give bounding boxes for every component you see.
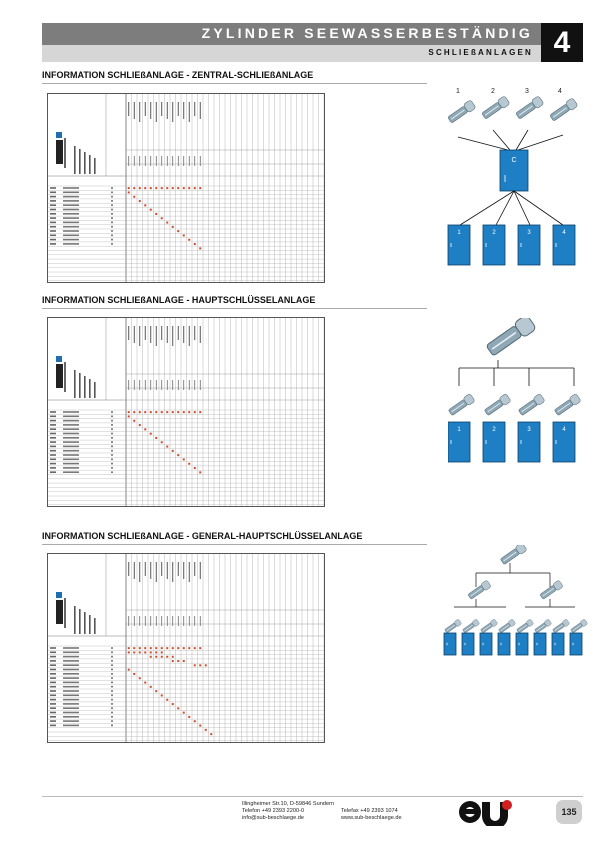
footer-phone: Telefon +49 2393 2200-0 — [242, 808, 305, 814]
key-icon — [485, 318, 537, 358]
key-icon — [516, 619, 534, 634]
locking-plan-chart-grand-master — [47, 553, 325, 743]
diagram-grand-master-key — [440, 545, 590, 660]
key-icon — [480, 619, 498, 634]
door-icon — [518, 422, 540, 462]
door-icon — [516, 633, 528, 655]
key-number: 1 — [456, 88, 460, 95]
footer-web[interactable]: www.sub-beschlaege.de — [341, 815, 402, 821]
key-icon — [549, 98, 578, 123]
key-icon — [554, 393, 582, 416]
key-icon — [515, 96, 544, 121]
door-icon — [448, 422, 470, 462]
header-title: ZYLINDER SEEWASSERBESTÄNDIG — [201, 25, 533, 41]
key-icon — [484, 393, 512, 416]
locking-plan-grid — [48, 94, 324, 282]
diagram-master-key — [448, 318, 588, 466]
key-icon — [552, 619, 570, 634]
door-icon — [553, 225, 575, 265]
key-icon — [539, 580, 563, 601]
section-rule — [42, 83, 427, 84]
key-icon — [498, 619, 516, 634]
door-icon — [480, 633, 492, 655]
page-number: 135 — [556, 800, 582, 824]
door-label-central: C — [511, 157, 517, 164]
svg-text:2: 2 — [492, 427, 496, 433]
door-icon — [534, 633, 546, 655]
door-icon — [570, 633, 582, 655]
section-rule — [42, 308, 427, 309]
locking-plan-grid — [48, 554, 324, 742]
sub-logo — [458, 799, 516, 826]
door-icon — [498, 633, 510, 655]
svg-text:4: 4 — [562, 230, 566, 236]
door-icon — [444, 633, 456, 655]
key-icon — [570, 619, 588, 634]
key-number: 4 — [558, 88, 562, 95]
section-title-central: INFORMATION SCHLIEßANLAGE - ZENTRAL-SCHLIEßANLAGE — [42, 70, 314, 80]
svg-text:4: 4 — [562, 427, 566, 433]
section-rule — [42, 544, 427, 545]
door-icon — [553, 422, 575, 462]
section-title-master: INFORMATION SCHLIEßANLAGE - HAUPTSCHLÜSSELANLAGE — [42, 295, 316, 305]
svg-text:1: 1 — [457, 230, 461, 236]
door-icon — [483, 422, 505, 462]
key-number: 2 — [491, 88, 495, 95]
svg-text:1: 1 — [457, 427, 461, 433]
key-icon — [534, 619, 552, 634]
door-icon — [462, 633, 474, 655]
footer-rule — [42, 796, 583, 797]
door-icon — [448, 225, 470, 265]
diagram-central-locking — [438, 85, 588, 275]
footer-email[interactable]: info@sub-beschlaege.de — [242, 815, 304, 821]
svg-text:3: 3 — [527, 427, 531, 433]
door-icon — [552, 633, 564, 655]
locking-plan-grid — [48, 318, 324, 506]
footer-address: Illingheimer Str.10, D-59846 Sundern — [242, 801, 335, 807]
door-icon — [518, 225, 540, 265]
key-icon — [467, 580, 491, 601]
locking-plan-chart-central — [47, 93, 325, 283]
key-number: 3 — [525, 88, 529, 95]
key-icon — [462, 619, 480, 634]
chapter-number: 4 — [553, 26, 571, 59]
key-icon — [481, 96, 510, 121]
key-icon — [500, 545, 528, 566]
key-icon — [448, 393, 475, 416]
svg-text:3: 3 — [527, 230, 531, 236]
svg-text:2: 2 — [492, 230, 496, 236]
key-icon — [447, 100, 476, 125]
door-icon — [483, 225, 505, 265]
footer-fax: Telefax +49 2393 1074 — [341, 808, 398, 814]
key-icon — [444, 619, 462, 634]
section-title-grand-master: INFORMATION SCHLIEßANLAGE - GENERAL-HAUPTSCHLÜSSELANLAGE — [42, 531, 363, 541]
key-icon — [518, 393, 546, 416]
locking-plan-chart-master — [47, 317, 325, 507]
header-subtitle: SCHLIEßANLAGEN — [428, 48, 533, 57]
